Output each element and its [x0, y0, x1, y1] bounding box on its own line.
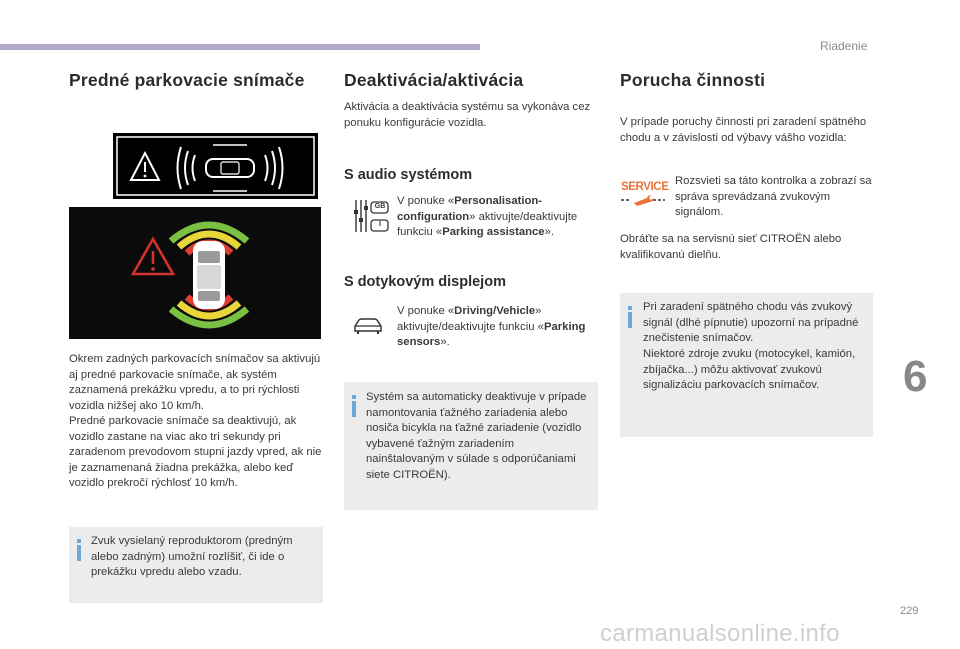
note-noise-text: Niektoré zdroje zvuku (motocykel, kamión, zbíjačka...) môžu aktivovať zvukovú signalizáciu parkovacích snímačov.: [643, 348, 856, 392]
heading-front-sensors: Predné parkovacie snímače: [69, 70, 305, 90]
car-icon: [352, 314, 384, 338]
info-icon: [76, 539, 83, 561]
note-speaker-text: Zvuk vysielaný reproduktorom (predným alebo zadným) umožní rozlíšiť, či ide o prekážku vpredu alebo vzadu.: [91, 535, 293, 579]
malfunction-intro: V prípade poruchy činnosti pri zaradení spätného chodu a v závislosti od výbavy vášho vozidla:: [620, 116, 867, 144]
front-sensors-para2: Predné parkovacie snímače sa deaktivujú, ak vozidlo zastane na viac ako tri sekundy pri zaradenom prevodovom stupni jazdy vpred, ak nie je zaznamenaná žiadna prekážka, alebo keď vozidlo prekročí rýchlosť 10 km/h.: [69, 415, 322, 490]
wrench-icon: [621, 193, 665, 207]
note-box-towbar: [344, 382, 598, 510]
service-warning-icon: SERVICE: [621, 181, 665, 209]
touch-instructions: V ponuke «Driving/Vehicle» aktivujte/deaktivujte funkciu «Parking sensors».: [397, 305, 586, 349]
heading-deactivation: Deaktivácia/aktivácia: [344, 70, 524, 90]
section-label: Riadenie: [820, 39, 868, 53]
heading-audio-system: S audio systémom: [344, 167, 473, 183]
service-light-text: Rozsvieti sa táto kontrolka a zobrazí sa správa sprevádzaná zvukovým signálom.: [675, 175, 872, 219]
note-dirt-text: Pri zaradení spätného chodu vás zvukový signál (dlhé pípnutie) upozorní na prípadné znečistenie snímačov.: [643, 301, 859, 345]
car-sensor-zones-diagram: [69, 207, 321, 339]
front-sensors-para1: Okrem zadných parkovacích snímačov sa aktivujú aj predné parkovacie snímače, ak systém zaznamená prekážku vpredu, a to pri rýchlosti vozidla nižšej ako 10 km/h.: [69, 353, 321, 412]
display-sensor-diagram: [113, 133, 318, 199]
info-icon: [351, 395, 358, 417]
touchscreen-illustration: [69, 207, 321, 339]
chapter-number: 6: [903, 352, 928, 401]
note-box-speaker: [69, 527, 323, 603]
deactivation-intro: Aktivácia a deaktivácia systému sa vykonáva cez ponuku konfigurácie vozidla.: [344, 101, 591, 129]
note-box-sensor-dirt: [620, 293, 873, 437]
header-color-bar: [0, 44, 480, 50]
gb-label: GB: [374, 203, 386, 210]
audio-instructions: V ponuke «Personalisation-configuration» aktivujte/deaktivujte funkciu «Parking assistance».: [397, 195, 578, 239]
settings-icon: [352, 198, 392, 238]
heading-touchscreen: S dotykovým displejom: [344, 274, 506, 290]
i-label: I: [379, 221, 381, 228]
contact-service-text: Obráťte sa na servisnú sieť CITROËN alebo kvalifikovanú dielňu.: [620, 233, 842, 261]
page-number: 229: [900, 605, 919, 617]
watermark: carmanualsonline.info: [600, 620, 840, 647]
note-towbar-text: Systém sa automaticky deaktivuje v prípade namontovania ťažného zariadenia alebo nosiča bicykla na ťažné zariadenie (vozidlo vybavené ťažným zariadením nainštalovaným v súlade s odporúčaniami siete CITROËN).: [366, 391, 587, 481]
info-icon: [627, 306, 634, 328]
display-illustration: [113, 133, 318, 199]
heading-malfunction: Porucha činnosti: [620, 70, 766, 90]
